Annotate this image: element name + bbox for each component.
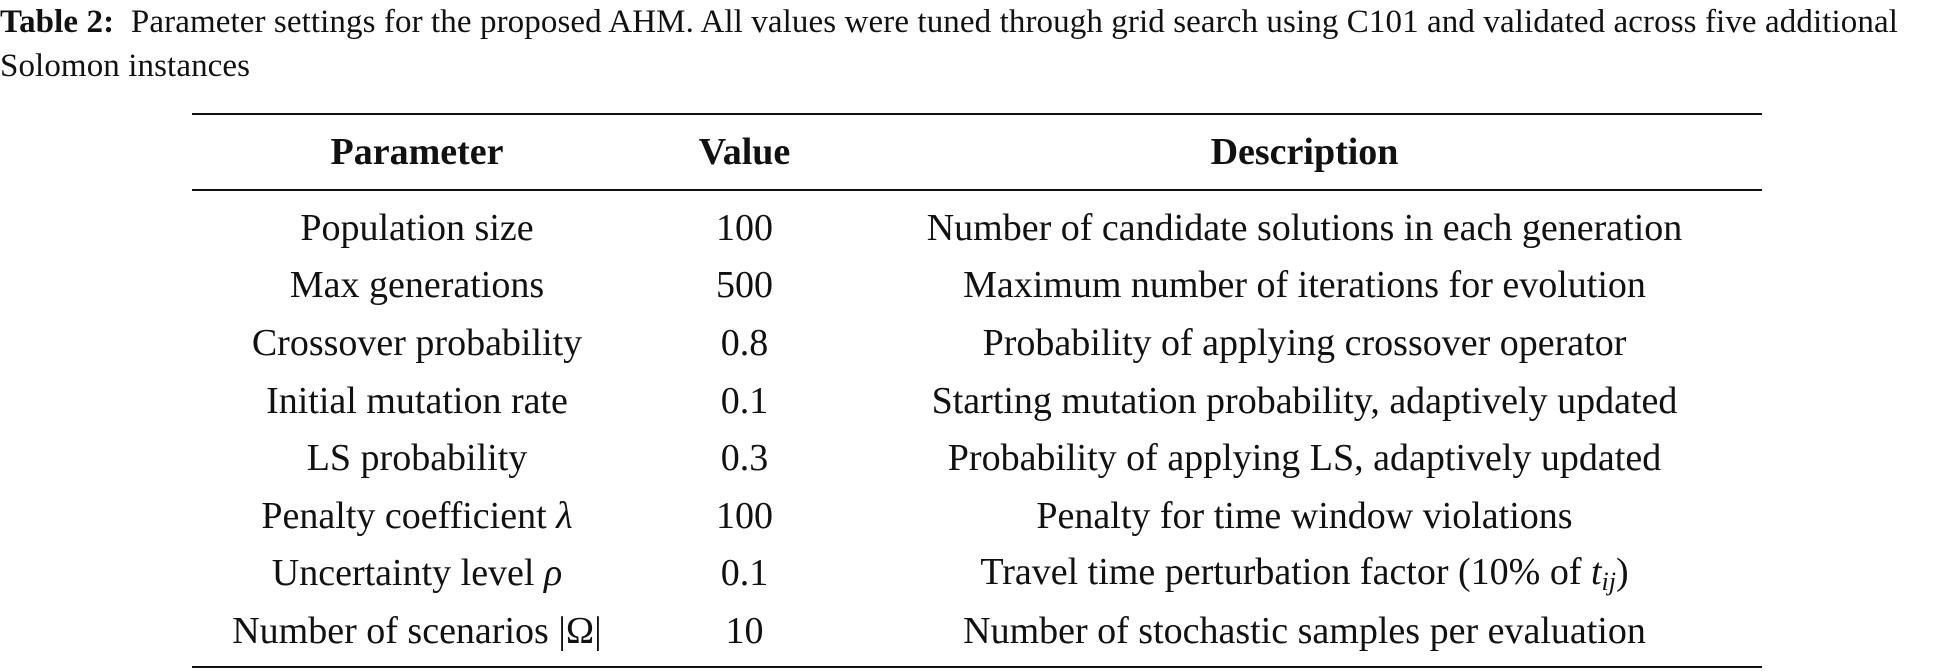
cell-description: Number of candidate solutions in each generation (926, 206, 1683, 249)
cell-value: 0.8 (720, 321, 769, 364)
cell-description: Probability of applying crossover operator (982, 321, 1627, 364)
parameter-table-container (192, 113, 1762, 668)
table-row (192, 487, 1762, 545)
cell-description (847, 545, 1762, 603)
cell-value: 0.1 (720, 379, 769, 422)
cell-parameter (192, 487, 642, 545)
table-header-row (192, 114, 1762, 190)
cell-description: Starting mutation probability, adaptively updated (931, 379, 1678, 422)
cell-value: 0.3 (720, 437, 769, 480)
table-row (192, 372, 1762, 430)
cell-value: 500 (716, 264, 773, 307)
table-row (192, 602, 1762, 667)
cell-parameter: LS probability (306, 437, 528, 480)
cell-parameter: Population size (300, 206, 534, 249)
cell-parameter (192, 602, 642, 667)
cell-value: 10 (725, 609, 764, 652)
rho-symbol: ρ (543, 552, 563, 595)
cell-description: Penalty for time window violations (1036, 494, 1573, 537)
cell-value: 0.1 (720, 552, 769, 595)
parameter-text: Uncertainty level (271, 552, 544, 595)
t-symbol: t (1590, 550, 1602, 593)
cell-parameter: Crossover probability (251, 321, 583, 364)
cell-description: Maximum number of iterations for evolution (963, 264, 1646, 307)
cell-description: Probability of applying LS, adaptively updated (947, 437, 1662, 480)
caption-label: Table 2: (0, 4, 115, 40)
parameter-text: Penalty coefficient (261, 494, 557, 537)
description-end: ) (1616, 550, 1629, 593)
cell-parameter: Initial mutation rate (266, 379, 568, 422)
header-description: Description (1210, 131, 1399, 173)
header-value: Value (698, 131, 791, 173)
table-row (192, 545, 1762, 603)
caption-text: Parameter settings for the proposed AHM. All values were tuned through grid search using C101 and validated across five additional Solomon instances (0, 4, 1898, 84)
table-caption (0, 0, 1955, 88)
cell-value: 100 (716, 494, 773, 537)
lambda-symbol: λ (556, 494, 573, 537)
table-row (192, 257, 1762, 315)
cell-parameter: Max generations (289, 264, 545, 307)
cell-parameter (192, 545, 642, 603)
cell-value: 100 (716, 206, 773, 249)
table-row (192, 190, 1762, 257)
table-row (192, 429, 1762, 487)
parameter-text: Number of scenarios (232, 609, 559, 652)
cell-description: Number of stochastic samples per evaluation (963, 609, 1646, 652)
ij-subscript: ij (1601, 566, 1616, 596)
table-row (192, 314, 1762, 372)
description-text: Travel time perturbation factor (10% of (980, 550, 1591, 593)
header-parameter: Parameter (330, 131, 504, 173)
omega-symbol: |Ω| (558, 609, 602, 652)
parameter-table (192, 113, 1762, 668)
